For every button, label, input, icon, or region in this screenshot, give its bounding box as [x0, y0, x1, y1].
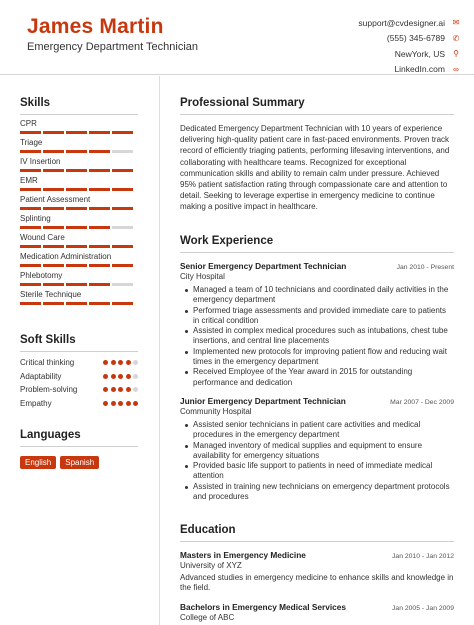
job-bullet: Assisted in training new technicians on emergency department protocols and procedures: [180, 482, 454, 503]
skill-item: [20, 233, 138, 248]
skill-level-segment: [43, 245, 64, 248]
job-bullet: Implemented new protocols for improving patient flow and reducing wait times in the emergency department: [180, 347, 454, 368]
rating-dot: [118, 401, 123, 406]
job-entry: [180, 396, 454, 502]
soft-skill-item: [20, 383, 138, 397]
soft-skill-rating: [103, 387, 138, 392]
contact-phone[interactable]: [262, 31, 462, 47]
skill-level-segment: [43, 169, 64, 172]
contact-linkedin-text: LinkedIn.com: [394, 64, 445, 75]
skill-level-segment: [20, 131, 41, 134]
contact-email[interactable]: [262, 15, 462, 31]
soft-skill-rating: [103, 374, 138, 379]
skill-level-bar: [20, 302, 138, 305]
skill-item: [20, 214, 138, 229]
job-bullet: Managed inventory of medical supplies and equipment to ensure availability for emergency situations: [180, 441, 454, 462]
skill-level-segment: [20, 169, 41, 172]
education-heading: Education: [180, 524, 454, 542]
soft-skill-rating: [103, 360, 138, 365]
skill-level-segment: [20, 245, 41, 248]
education-section: [180, 524, 454, 622]
skill-level-bar: [20, 226, 138, 229]
education-entry: [180, 550, 454, 594]
skill-name: Patient Assessment: [20, 195, 91, 204]
rating-dot: [103, 360, 108, 365]
school-name: University of XYZ: [180, 561, 242, 570]
job-role: Senior Emergency Department Technician: [180, 261, 347, 271]
main-content: [161, 76, 474, 625]
soft-skill-rating: [103, 401, 138, 406]
skill-level-segment: [112, 264, 133, 267]
soft-skill-item: [20, 356, 138, 370]
skill-level-segment: [66, 226, 87, 229]
job-dates: Jan 2010 - Present: [396, 264, 454, 271]
skill-level-segment: [43, 264, 64, 267]
sidebar: [0, 76, 160, 625]
skill-level-bar: [20, 207, 138, 210]
skill-level-segment: [20, 207, 41, 210]
skill-level-bar: [20, 188, 138, 191]
language-badge-spanish: Spanish: [60, 456, 99, 469]
link-icon: ∞: [453, 64, 459, 74]
skill-level-segment: [43, 188, 64, 191]
candidate-name: James Martin: [27, 15, 164, 38]
skill-level-segment: [66, 131, 87, 134]
skill-level-segment: [43, 283, 64, 286]
skill-name: Splinting: [20, 214, 51, 223]
skill-level-bar: [20, 169, 138, 172]
skill-item: [20, 176, 138, 191]
skill-item: [20, 271, 138, 286]
skill-name: EMR: [20, 176, 38, 185]
skill-name: Medication Administration: [20, 252, 112, 261]
rating-dot: [111, 360, 116, 365]
job-bullet: Assisted senior technicians in patient care activities and medical procedures in the emergency department: [180, 420, 454, 441]
soft-skill-name: Critical thinking: [20, 358, 75, 368]
skill-name: Sterile Technique: [20, 290, 82, 299]
skill-level-segment: [66, 245, 87, 248]
skill-level-segment: [20, 264, 41, 267]
skill-name: CPR: [20, 119, 37, 128]
job-bullet: Performed triage assessments and provided immediate care to patients in critical condition: [180, 306, 454, 327]
school-name: College of ABC: [180, 612, 235, 622]
education-dates: Jan 2010 - Jan 2012: [392, 553, 454, 560]
skill-level-segment: [112, 131, 133, 134]
job-organization: Community Hospital: [180, 406, 252, 416]
skill-level-segment: [20, 226, 41, 229]
summary-text: Dedicated Emergency Department Technician with 10 years of experience delivering high-quality patient care in fast-paced environments. Proven track record of efficiently triaging patients, performing lifesaving interventions, and collaborating with healthcare teams. Recognized for exceptional communication skills and ability to remain calm under pressure. Achieved 95% patient satisfaction rating through compassionate care and attention to detail. Seeking to leverage expertise in emergency medicine to continue making a positive impact in healthcare.: [180, 124, 450, 212]
experience-section: [180, 235, 454, 502]
skill-level-segment: [89, 150, 110, 153]
skill-level-segment: [89, 188, 110, 191]
summary-section: [180, 97, 454, 213]
skill-item: [20, 157, 138, 172]
rating-dot: [103, 387, 108, 392]
job-bullet: Managed a team of 10 technicians and coordinated daily activities in the emergency department: [180, 285, 454, 306]
rating-dot: [126, 360, 131, 365]
skill-level-segment: [89, 245, 110, 248]
skill-level-segment: [20, 150, 41, 153]
job-bullets: [180, 420, 454, 502]
education-entry: [180, 602, 454, 622]
skill-level-segment: [112, 188, 133, 191]
skill-level-segment: [66, 283, 87, 286]
skill-level-segment: [112, 150, 133, 153]
skill-level-bar: [20, 283, 138, 286]
skill-name: Wound Care: [20, 233, 65, 242]
skill-level-segment: [112, 245, 133, 248]
skill-level-segment: [66, 264, 87, 267]
contact-phone-text: (555) 345-6789: [386, 33, 445, 44]
skill-level-bar: [20, 264, 138, 267]
skills-list: [20, 119, 138, 305]
skill-level-segment: [89, 283, 110, 286]
rating-dot: [118, 360, 123, 365]
rating-dot: [126, 374, 131, 379]
skill-item: [20, 290, 138, 305]
rating-dot: [133, 387, 138, 392]
rating-dot: [111, 387, 116, 392]
skill-level-segment: [89, 302, 110, 305]
rating-dot: [118, 387, 123, 392]
degree-name: Bachelors in Emergency Medical Services: [180, 601, 347, 612]
job-bullet: Provided basic life support to patients in need of immediate medical attention: [180, 461, 454, 482]
job-bullet: Assisted in complex medical procedures such as intubations, chest tube insertions, and central line placements: [180, 326, 454, 347]
skill-level-segment: [89, 169, 110, 172]
contact-email-text: support@cvdesigner.ai: [358, 17, 445, 28]
job-organization: City Hospital: [180, 272, 225, 281]
skill-level-segment: [66, 150, 87, 153]
skill-level-segment: [89, 207, 110, 210]
skill-level-segment: [89, 226, 110, 229]
skill-level-segment: [43, 150, 64, 153]
skill-item: [20, 138, 138, 153]
skills-section: [20, 97, 138, 305]
skill-level-bar: [20, 131, 138, 134]
skill-level-segment: [43, 207, 64, 210]
phone-icon: ✆: [452, 33, 460, 43]
soft-skills-list: [20, 356, 138, 410]
rating-dot: [118, 374, 123, 379]
soft-skill-item: [20, 397, 138, 411]
skill-level-segment: [43, 226, 64, 229]
skill-level-segment: [66, 302, 87, 305]
contact-linkedin[interactable]: [262, 62, 462, 78]
contact-info: [262, 15, 462, 77]
rating-dot: [111, 374, 116, 379]
soft-skill-name: Problem-solving: [20, 385, 78, 395]
skill-level-segment: [66, 207, 87, 210]
skill-level-segment: [20, 283, 41, 286]
soft-skills-section: [20, 334, 138, 410]
skill-level-segment: [112, 283, 133, 286]
rating-dot: [126, 387, 131, 392]
language-list: [20, 456, 138, 469]
soft-skill-name: Empathy: [20, 398, 52, 408]
skill-name: Phlebotomy: [20, 271, 63, 280]
skills-heading: Skills: [20, 97, 138, 115]
skill-level-segment: [20, 302, 41, 305]
resume-header: [0, 0, 474, 75]
skill-level-segment: [66, 188, 87, 191]
education-dates: Jan 2005 - Jan 2009: [392, 604, 454, 612]
rating-dot: [133, 374, 138, 379]
skill-level-segment: [112, 226, 133, 229]
education-description: Advanced studies in emergency medicine to enhance skills and knowledge in the field.: [180, 573, 454, 593]
skill-level-bar: [20, 150, 138, 153]
skill-level-segment: [20, 188, 41, 191]
degree-name: Masters in Emergency Medicine: [180, 550, 306, 560]
job-bullet: Received Employee of the Year award in 2015 for outstanding performance and dedication: [180, 367, 454, 388]
skill-level-segment: [66, 169, 87, 172]
language-badge-english: English: [20, 456, 56, 469]
soft-skills-heading: Soft Skills: [20, 334, 138, 352]
skill-level-segment: [89, 131, 110, 134]
skill-name: IV Insertion: [20, 157, 61, 166]
languages-heading: Languages: [20, 429, 138, 447]
rating-dot: [103, 401, 108, 406]
experience-heading: Work Experience: [180, 235, 454, 253]
skill-item: [20, 195, 138, 210]
skill-level-segment: [43, 131, 64, 134]
contact-location: [262, 46, 462, 62]
rating-dot: [126, 401, 131, 406]
skill-item: [20, 119, 138, 134]
job-entry: [180, 261, 454, 388]
email-icon: ✉: [452, 18, 460, 28]
candidate-title: Emergency Department Technician: [27, 41, 198, 53]
skill-level-segment: [112, 207, 133, 210]
location-icon: ⚲: [453, 49, 459, 59]
rating-dot: [103, 374, 108, 379]
job-dates: Mar 2007 - Dec 2009: [390, 398, 454, 406]
job-role: Junior Emergency Department Technician: [180, 395, 346, 406]
rating-dot: [111, 401, 116, 406]
languages-section: [20, 429, 138, 469]
rating-dot: [133, 360, 138, 365]
skill-level-segment: [112, 302, 133, 305]
skill-item: [20, 252, 138, 267]
skill-level-segment: [89, 264, 110, 267]
soft-skill-item: [20, 370, 138, 384]
soft-skill-name: Adaptability: [20, 371, 62, 381]
skill-level-bar: [20, 245, 138, 248]
job-bullets: [180, 285, 454, 388]
skill-name: Triage: [20, 138, 43, 147]
skill-level-segment: [43, 302, 64, 305]
rating-dot: [133, 401, 138, 406]
contact-location-text: NewYork, US: [394, 48, 445, 59]
skill-level-segment: [112, 169, 133, 172]
summary-heading: Professional Summary: [180, 97, 454, 115]
